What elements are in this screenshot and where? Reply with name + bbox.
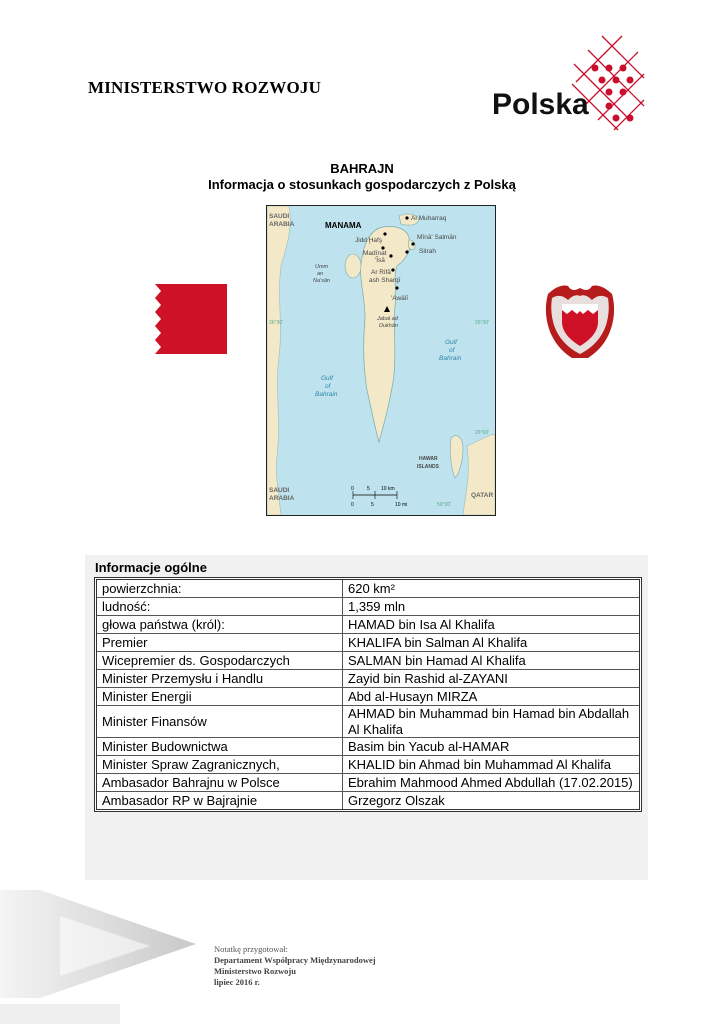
table-row (97, 792, 639, 809)
row-label: Minister Budownictwa (97, 738, 343, 756)
row-value: Zayid bin Rashid al-ZAYANI (343, 670, 639, 688)
document-subtitle: Informacja o stosunkach gospodarczych z Polską (208, 177, 516, 192)
map-lat-2600: 26°00' (475, 430, 490, 436)
row-label: Premier (97, 634, 343, 652)
scale-km-0: 0 (351, 486, 354, 492)
row-label: Wicepremier ds. Gospodarczych (97, 652, 343, 670)
map-label-madinat: Madīnat (363, 250, 387, 257)
map-label-al-muharraq: Al Muharraq (411, 215, 447, 222)
row-value: Ebrahim Mahmood Ahmed Abdullah (17.02.2015) (343, 774, 639, 792)
map-label-an: an (317, 271, 324, 277)
map-label-awali: 'Awālī (391, 295, 409, 302)
table-row (97, 652, 639, 670)
footer-ministry: Ministerstwo Rozwoju (214, 966, 296, 976)
row-value: HAMAD bin Isa Al Khalifa (343, 616, 639, 634)
map-label-ar-rifa: Ar Rifā' (371, 269, 393, 276)
map-label-bahrain-east: Bahrain (439, 355, 462, 362)
table-row (97, 616, 639, 634)
row-label: Ambasador Bahrajnu w Polsce (97, 774, 343, 792)
map-label-manama: MANAMA (325, 221, 362, 230)
map-label-of-east: of (449, 347, 455, 354)
table-row (97, 598, 639, 616)
map-label-mina-salman: Mīnā' Salmān (417, 234, 457, 241)
map-label-arabia-bottom: ARABIA (269, 495, 295, 502)
row-value: SALMAN bin Hamad Al Khalifa (343, 652, 639, 670)
ministry-name: MINISTERSTWO ROZWOJU (88, 78, 322, 97)
map-label-bahrain-west: Bahrain (315, 391, 338, 398)
table-row (97, 756, 639, 774)
bahrain-flag (141, 284, 227, 354)
row-label: głowa państwa (król): (97, 616, 343, 634)
table-row (97, 688, 639, 706)
scale-mi-0: 0 (351, 502, 354, 508)
table-row (97, 670, 639, 688)
row-value: KHALIFA bin Salman Al Khalifa (343, 634, 639, 652)
info-title: Informacje ogólne (95, 560, 207, 575)
map-label-of-west: of (325, 383, 331, 390)
row-value: AHMAD bin Muhammad bin Hamad bin Abdallah Al Khalifa (343, 706, 639, 738)
table-row (97, 580, 639, 598)
map-lat-2630-right: 26°30' (475, 320, 490, 326)
row-label: ludność: (97, 598, 343, 616)
map-label-gulf-west: Gulf (321, 375, 333, 382)
map-label-jabal: Jabal ad (377, 316, 398, 322)
map-label-saudi: SAUDI (269, 213, 290, 220)
scale-mi-10: 10 mi (395, 502, 408, 508)
row-label: Minister Energii (97, 688, 343, 706)
map-label-ash-sharqi: ash Sharqī (369, 277, 401, 284)
row-label: Minister Spraw Zagranicznych, (97, 756, 343, 774)
map-lon-5030: 50°30' (437, 502, 452, 508)
map-label-qatar: QATAR (471, 492, 494, 499)
row-value: Grzegorz Olszak (348, 792, 445, 808)
map-label-jidd-hafs: Jidd Ḩafş (355, 237, 383, 244)
map-label-nasan: Na'sān (313, 278, 330, 284)
row-label: Ambasador RP w Bajrajnie (97, 792, 343, 809)
bahrain-map (266, 205, 496, 516)
polska-logo (488, 34, 648, 144)
map-label-dukhan: Dukhān (379, 323, 398, 329)
table-row (97, 738, 639, 756)
logo-text: Polska (492, 88, 589, 121)
row-label: powierzchnia: (97, 580, 343, 598)
row-value: Basim bin Yacub al-HAMAR (343, 738, 639, 756)
map-label-islands: ISLANDS (417, 464, 439, 470)
scale-mi-5: 5 (371, 502, 374, 508)
row-label: Minister Finansów (97, 706, 343, 738)
map-label-hawar: HAWAR (419, 456, 438, 462)
map-label-isa: 'Īsā (375, 257, 385, 264)
footer-prepared-by: Notatkę przygotował: (214, 944, 288, 954)
map-label-umm: Umm (315, 264, 329, 270)
row-value: 1,359 mln (343, 598, 639, 616)
footer-date: lipiec 2016 r. (214, 977, 260, 987)
map-label-arabia: ARABIA (269, 221, 295, 228)
bahrain-emblem (542, 284, 618, 360)
row-value: 620 km² (343, 580, 639, 598)
general-info-table (94, 577, 642, 812)
row-value: Abd al-Husayn MIRZA (343, 688, 639, 706)
country-title: BAHRAJN (330, 161, 394, 176)
row-value: KHALID bin Ahmad bin Muhammad Al Khalifa (343, 756, 639, 774)
scale-km-5: 5 (367, 486, 370, 492)
footer-note (214, 944, 376, 988)
table-row (97, 706, 639, 738)
table-row (97, 774, 639, 792)
map-label-gulf-east: Gulf (445, 339, 457, 346)
row-label: Minister Przemysłu i Handlu (97, 670, 343, 688)
map-lat-2630-left: 26°30' (269, 320, 284, 326)
footer-decoration (0, 880, 210, 1024)
footer-department: Departament Współpracy Międzynarodowej (214, 955, 376, 965)
map-label-sitrah: Sitrah (419, 248, 436, 255)
scale-km-10: 10 km (381, 486, 395, 492)
map-label-saudi-bottom: SAUDI (269, 487, 290, 494)
table-row (97, 634, 639, 652)
